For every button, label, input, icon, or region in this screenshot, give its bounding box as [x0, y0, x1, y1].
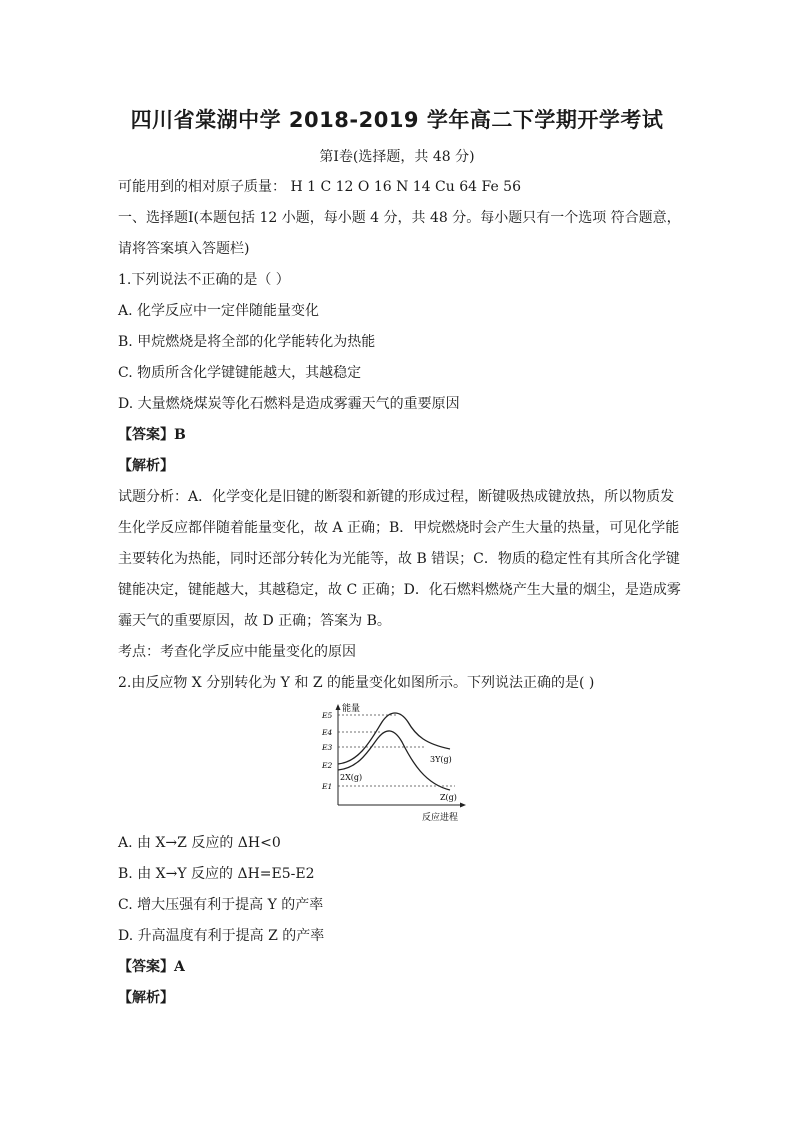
q1-analysis-line: 键能决定，键能越大，其越稳定，故 C 正确；D．化石燃料燃烧产生大量的烟尘，是造成雾	[118, 582, 681, 598]
level-e3-label: E3	[322, 743, 333, 752]
q1-analysis-line: 生化学反应都伴随着能量变化，故 A 正确；B．甲烷燃烧时会产生大量的热量，可见化学能	[118, 520, 680, 536]
q2-answer: 【答案】A	[118, 959, 185, 975]
section-instructions-line2: 请将答案填入答题栏)	[118, 241, 250, 257]
x-axis-arrow	[460, 803, 466, 808]
q1-option-d: D. 大量燃烧煤炭等化石燃料是造成雾霾天气的重要原因	[118, 396, 460, 412]
page-title: 四川省棠湖中学 2018-2019 学年高二下学期开学考试	[130, 108, 664, 132]
section-subtitle: 第Ⅰ卷(选择题，共 48 分)	[319, 149, 475, 165]
q2-option-b: B. 由 X→Y 反应的 ΔH=E5-E2	[118, 866, 315, 882]
x-axis-label: 反应进程	[422, 813, 459, 823]
y-axis-arrow	[336, 704, 341, 710]
energy-diagram	[320, 700, 470, 825]
q1-analysis-label: 【解析】	[118, 458, 174, 474]
level-e4-label: E4	[322, 728, 333, 737]
level-e5-label: E5	[322, 711, 333, 720]
label-3y: 3Y(g)	[430, 755, 452, 764]
q1-analysis-line: 主要转化为热能，同时还部分转化为光能等，故 B 错误；C．物质的稳定性有其所含化学键	[118, 551, 680, 567]
atomic-mass-line: 可能用到的相对原子质量： H 1 C 12 O 16 N 14 Cu 64 Fe 56	[118, 179, 521, 195]
label-z: Z(g)	[440, 793, 457, 802]
question-2-stem: 2.由反应物 X 分别转化为 Y 和 Z 的能量变化如图所示。下列说法正确的是( )	[118, 675, 595, 691]
level-e1-label: E1	[322, 782, 333, 791]
q1-kaodian: 考点：考查化学反应中能量变化的原因	[118, 644, 356, 660]
q1-analysis-line: 霾天气的重要原因，故 D 正确；答案为 B。	[118, 613, 391, 629]
q1-option-a: A. 化学反应中一定伴随能量变化	[118, 303, 320, 319]
question-1-stem: 1.下列说法不正确的是（ ）	[118, 272, 290, 288]
label-2x: 2X(g)	[340, 773, 363, 782]
q1-option-c: C. 物质所含化学键键能越大，其越稳定	[118, 365, 362, 381]
section-instructions-line1: 一、选择题Ⅰ(本题包括 12 小题，每小题 4 分，共 48 分。每小题只有一个选项 符合题意，	[118, 210, 681, 226]
q1-analysis-line: 试题分析：A．化学变化是旧键的断裂和新键的形成过程，断键吸热成键放热，所以物质发	[118, 489, 675, 505]
q2-option-c: C. 增大压强有利于提高 Y 的产率	[118, 897, 324, 913]
q1-option-b: B. 甲烷燃烧是将全部的化学能转化为热能	[118, 334, 376, 350]
y-axis-label: 能量	[342, 704, 361, 714]
q1-answer: 【答案】B	[118, 427, 186, 443]
q2-option-d: D. 升高温度有利于提高 Z 的产率	[118, 928, 325, 944]
q2-analysis-label: 【解析】	[118, 990, 174, 1006]
level-e2-label: E2	[322, 761, 333, 770]
q2-option-a: A. 由 X→Z 反应的 ΔH<0	[118, 835, 281, 851]
